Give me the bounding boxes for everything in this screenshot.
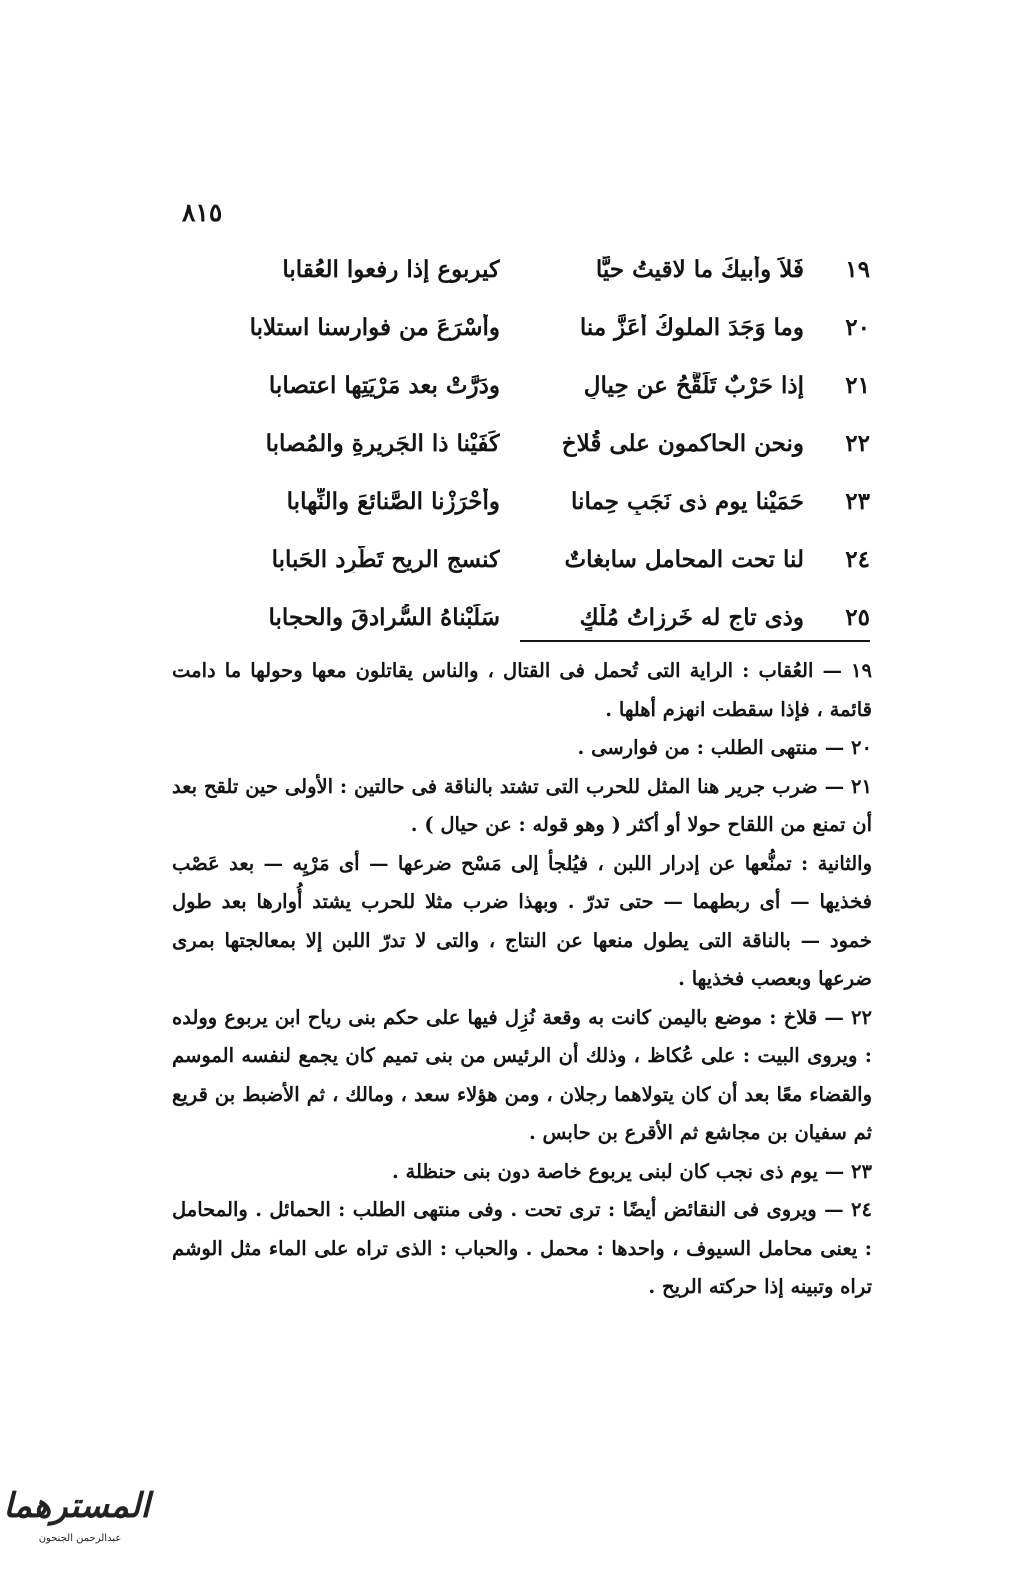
verse-line (170, 480, 870, 538)
footnotes (172, 652, 872, 1307)
verse-first-hemistich: حَمَيْنا يوم ذى نَجَبٍ حِمانا (571, 488, 804, 515)
verse-second-hemistich: ودَرَّتْ بعد مَرْيَتِها اعتصابا (268, 372, 500, 399)
verse-first-hemistich: وما وَجَدَ الملوكُ أَعَزَّ منا (579, 314, 804, 341)
page-number: ٨١٥ (182, 198, 223, 227)
footnote: ٢١ — ضرب جرير هنا المثل للحرب التى تشتد بالناقة فى حالتين : الأولى حين تلقح بعد أن تمنع من اللقاح حولا أو أكثر ( وهو قوله : عن حيال ) . (172, 774, 872, 836)
footnote: ٢٤ — ويروى فى النقائض أيضًا : ترى تحت . وفى منتهى الطلب : الحمائل . والمحامل : يعنى محامل السيوف ، واحدها : محمل . والحباب : الذى تراه على الماء مثل الوشم تراه وتبينه إذا حركته الريح . (172, 1198, 872, 1298)
verse-number: ٢٤ (845, 546, 870, 573)
verse-first-hemistich: إذا حَرْبٌ تَلَقَّحُ عن حِيالٍ (583, 372, 804, 399)
verse-second-hemistich: وأَسْرَعَ من فوارسنا استلابا (249, 314, 500, 341)
verse-line (170, 306, 870, 364)
verse-second-hemistich: سَلَبْناهُ السُّرادقَ والحجابا (268, 604, 500, 631)
library-seal (3, 1480, 150, 1575)
verse-line (170, 248, 870, 306)
verse-number: ٢٥ (845, 604, 870, 631)
verse-second-hemistich: كَفَيْنا ذا الجَريرةِ والمُصابا (265, 430, 500, 457)
verse-list (170, 248, 870, 654)
footnote: والثانية : تمنُّعها عن إدرار اللبن ، فيُلجأ إلى مَسْح ضرعها — أى مَرْيِه — بعد عَصْب فخذيها — أى ربطهما — حتى تدرّ . وبهذا ضرب مثلا للحرب يشتد أُوارها بعد طول خمود — بالناقة التى يطول منعها عن النتاج ، والتى لا تدرّ اللبن إلا بمعالجتها بمرى ضرعها وبعصب فخذيها . (172, 851, 872, 990)
verse-number: ٢٣ (845, 488, 870, 515)
footnote: ١٩ — العُقاب : الراية التى تُحمل فى القتال ، والناس يقاتلون معها وحولها ما دامت قائمة ، فإذا سقطت انهزم أهلها . (172, 659, 872, 721)
verse-line (170, 364, 870, 422)
verse-second-hemistich: كنسج الريح تَطَّرِد الحَبابا (271, 546, 500, 573)
footnote: ٢٢ — قلاخ : موضع باليمن كانت به وقعة نُزِل فيها على حكم بنى رياح ابن يربوع وولده : ويروى البيت : على عُكاظ ، وذلك أن الرئيس من بنى تميم كان يجمع لنفسه الموسم والقضاء معًا بعد أن كان يتولاهما رجلان ، ومن هؤلاء سعد ، ومالك ، ثم الأضبط بن قريع ثم سفيان بن مجاشع ثم الأقرع بن حابس . (172, 1005, 872, 1144)
seal-sub-text: عبدالرحمن الجنحون (38, 1533, 122, 1544)
footnote: ٢٠ — منتهى الطلب : من فوارسى . (577, 736, 872, 759)
verse-number: ٢١ (845, 372, 870, 399)
verse-second-hemistich: كيربوع إذا رفعوا العُقابا (282, 256, 500, 283)
footnote-separator (520, 640, 870, 642)
verse-first-hemistich: فَلاَ وأبيكَ ما لاقيتُ حيًّا (595, 256, 804, 283)
verse-first-hemistich: وذى تاجٍ له خَرزاتُ مُلْكٍ (579, 604, 804, 631)
footnote: ٢٣ — يوم ذى نجب كان لبنى يربوع خاصة دون بنى حنظلة . (391, 1159, 872, 1183)
verse-number: ١٩ (845, 256, 870, 283)
verse-line (170, 596, 870, 654)
verse-line (170, 538, 870, 596)
verse-number: ٢٠ (845, 314, 870, 341)
verse-first-hemistich: ونحن الحاكمون على قُلاخٍ (561, 430, 804, 457)
verse-second-hemistich: وأَحْرَزْنا الصَّنائعَ والنِّهابا (286, 488, 500, 515)
verse-number: ٢٢ (845, 430, 870, 457)
seal-main-text: المسترهما (3, 1486, 150, 1526)
verse-line (170, 422, 870, 480)
verse-first-hemistich: لنا تحت المحامل سابغاتٌ (564, 546, 804, 573)
